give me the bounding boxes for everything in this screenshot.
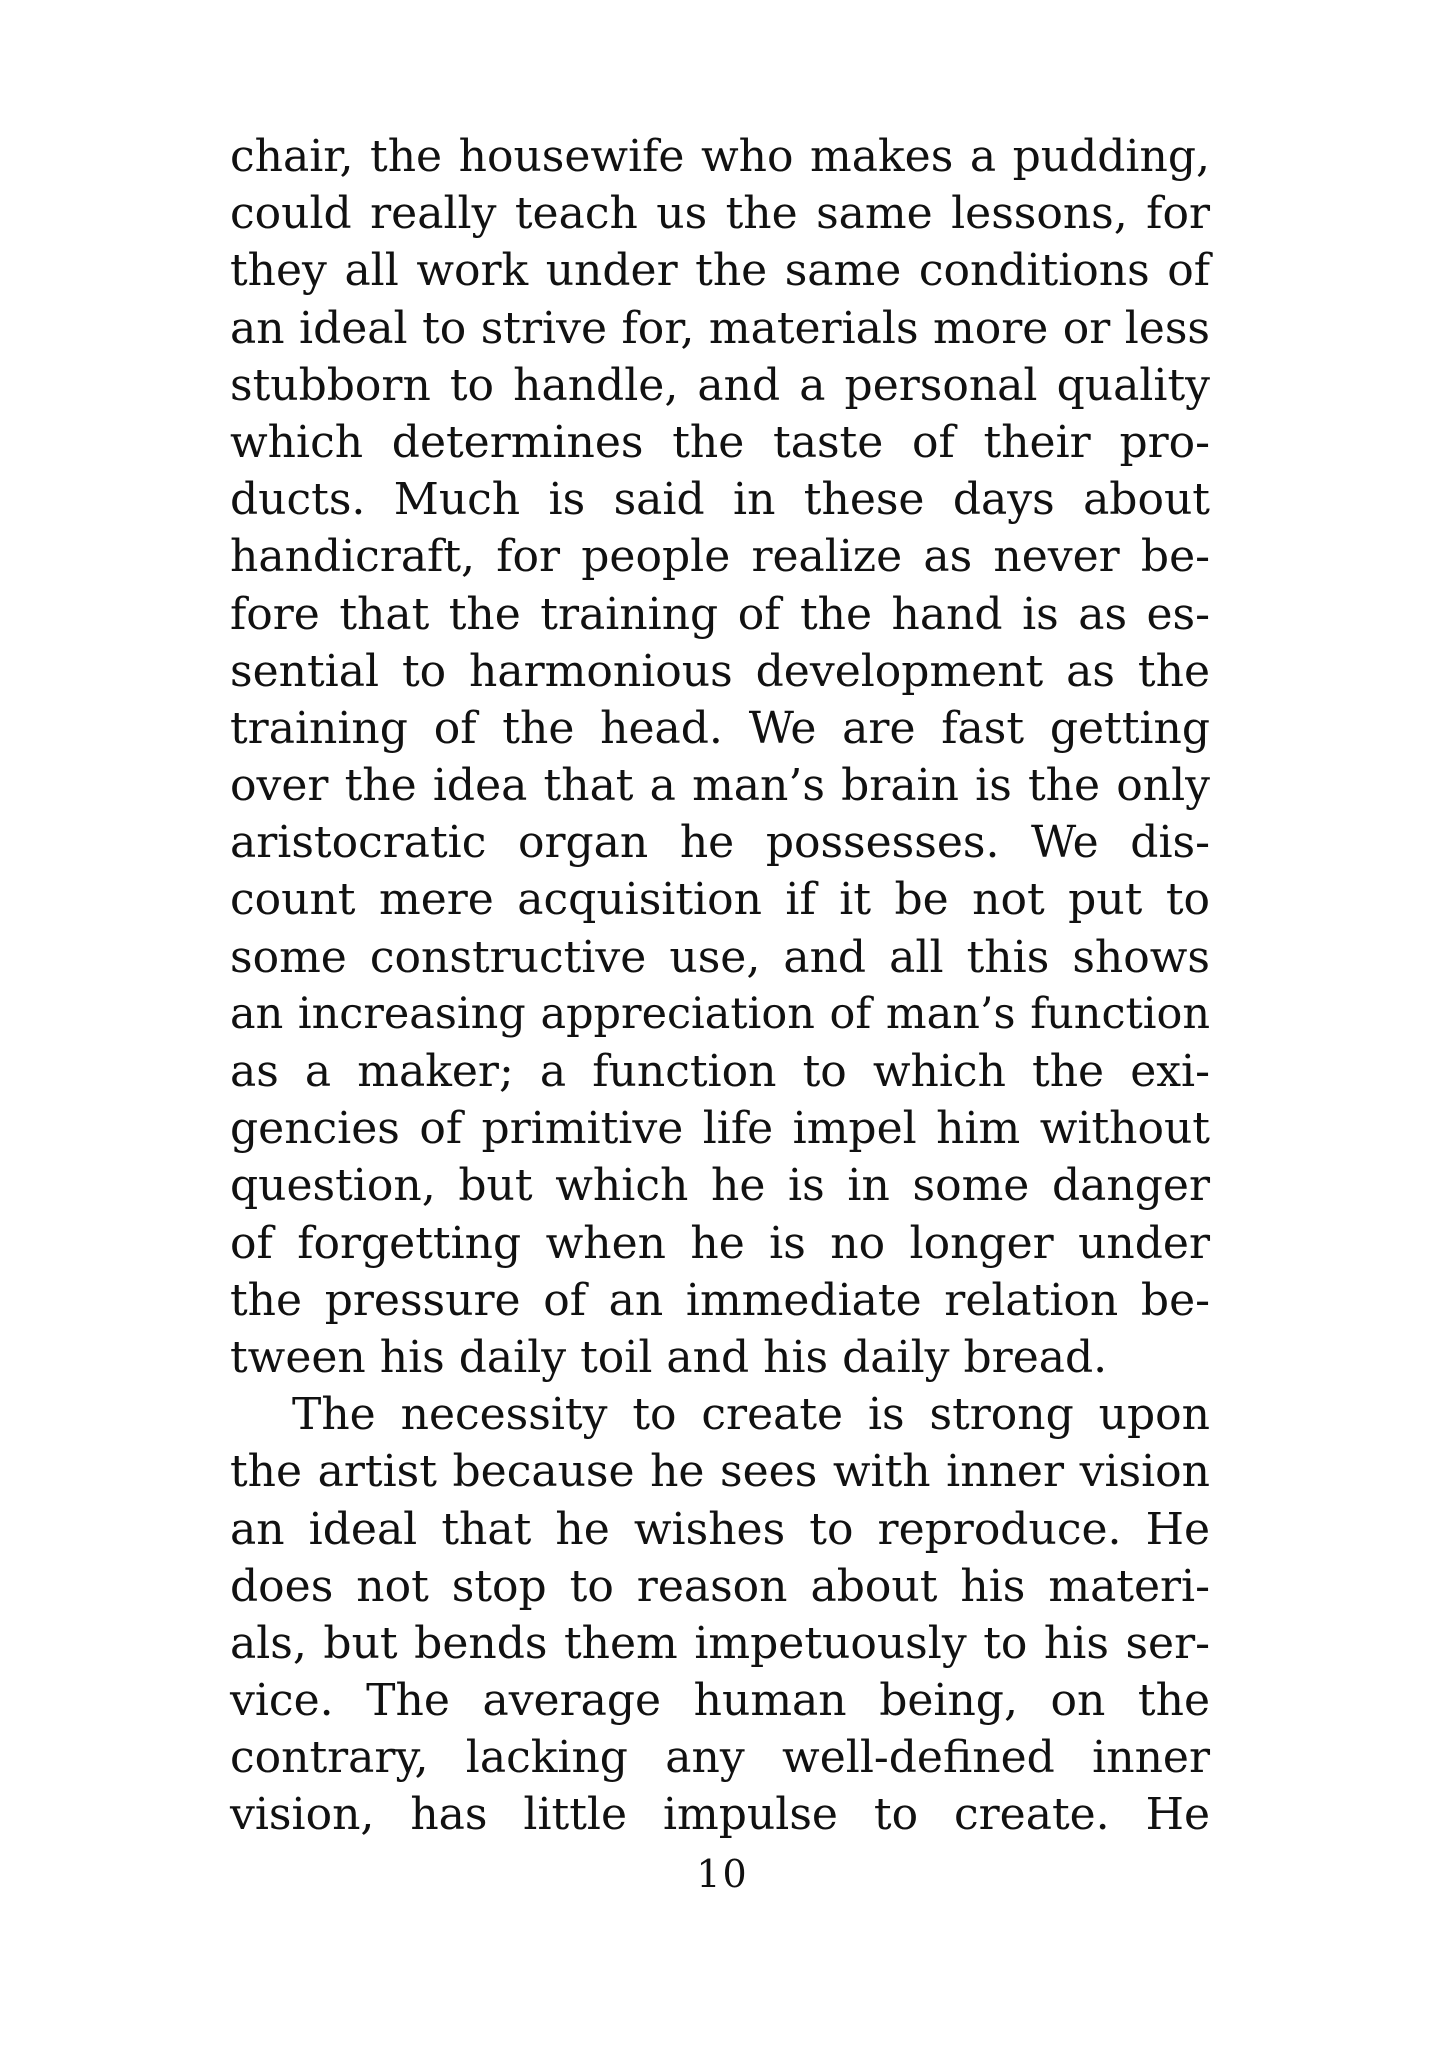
text-line: chair, the housewife who makes a pudding, [230,131,1210,182]
text-line: over the idea that a man’s brain is the only [230,760,1210,812]
text-line: the pressure of an immediate relation be- [230,1274,1210,1326]
text-line: an ideal that he wishes to reproduce. He [230,1503,1210,1555]
text-line: an ideal to strive for, materials more or less [230,302,1210,354]
text-line: some constructive use, and all this shows [230,931,1210,983]
text-line: ducts. Much is said in these days about [230,474,1210,526]
text-line: an increasing appreciation of man’s function [230,988,1210,1039]
text-line: fore that the training of the hand is as es- [230,588,1210,640]
text-line: which determines the taste of their pro- [230,416,1210,468]
text-line: gencies of primitive life impel him without [230,1103,1210,1155]
text-line: does not stop to reason about his materi- [230,1560,1210,1612]
text-line: question, but which he is in some danger [230,1160,1210,1212]
text-line: aristocratic organ he possesses. We dis- [230,817,1210,869]
text-line: vision, has little impulse to create. He [230,1789,1210,1841]
text-line: contrary, lacking any well-defined inner [230,1732,1210,1784]
text-line: The necessity to create is strong upon [292,1389,1210,1441]
body-text [230,128,1210,1844]
text-line: count mere acquisition if it be not put to [230,874,1210,926]
text-line: as a maker; a function to which the exi- [230,1046,1210,1097]
text-line: tween his daily toil and his daily bread. [230,1331,1108,1383]
text-line: could really teach us the same lessons, for [230,188,1210,240]
page-number: 10 [696,1852,749,1896]
text-line: vice. The average human being, on the [230,1675,1210,1727]
text-line: of forgetting when he is no longer under [230,1217,1210,1269]
text-line: stubborn to handle, and a personal quality [230,359,1210,411]
paragraph-1 [230,128,1210,1386]
text-line: they all work under the same conditions of [230,245,1210,297]
text-line: als, but bends them impetuously to his ser- [230,1617,1210,1669]
paragraph-2 [230,1386,1210,1844]
text-line: training of the head. We are fast getting [230,702,1210,754]
text-line: the artist because he sees with inner vision [230,1446,1210,1498]
text-line: handicraft, for people realize as never be- [230,531,1210,583]
text-line: sential to harmonious development as the [230,645,1210,697]
